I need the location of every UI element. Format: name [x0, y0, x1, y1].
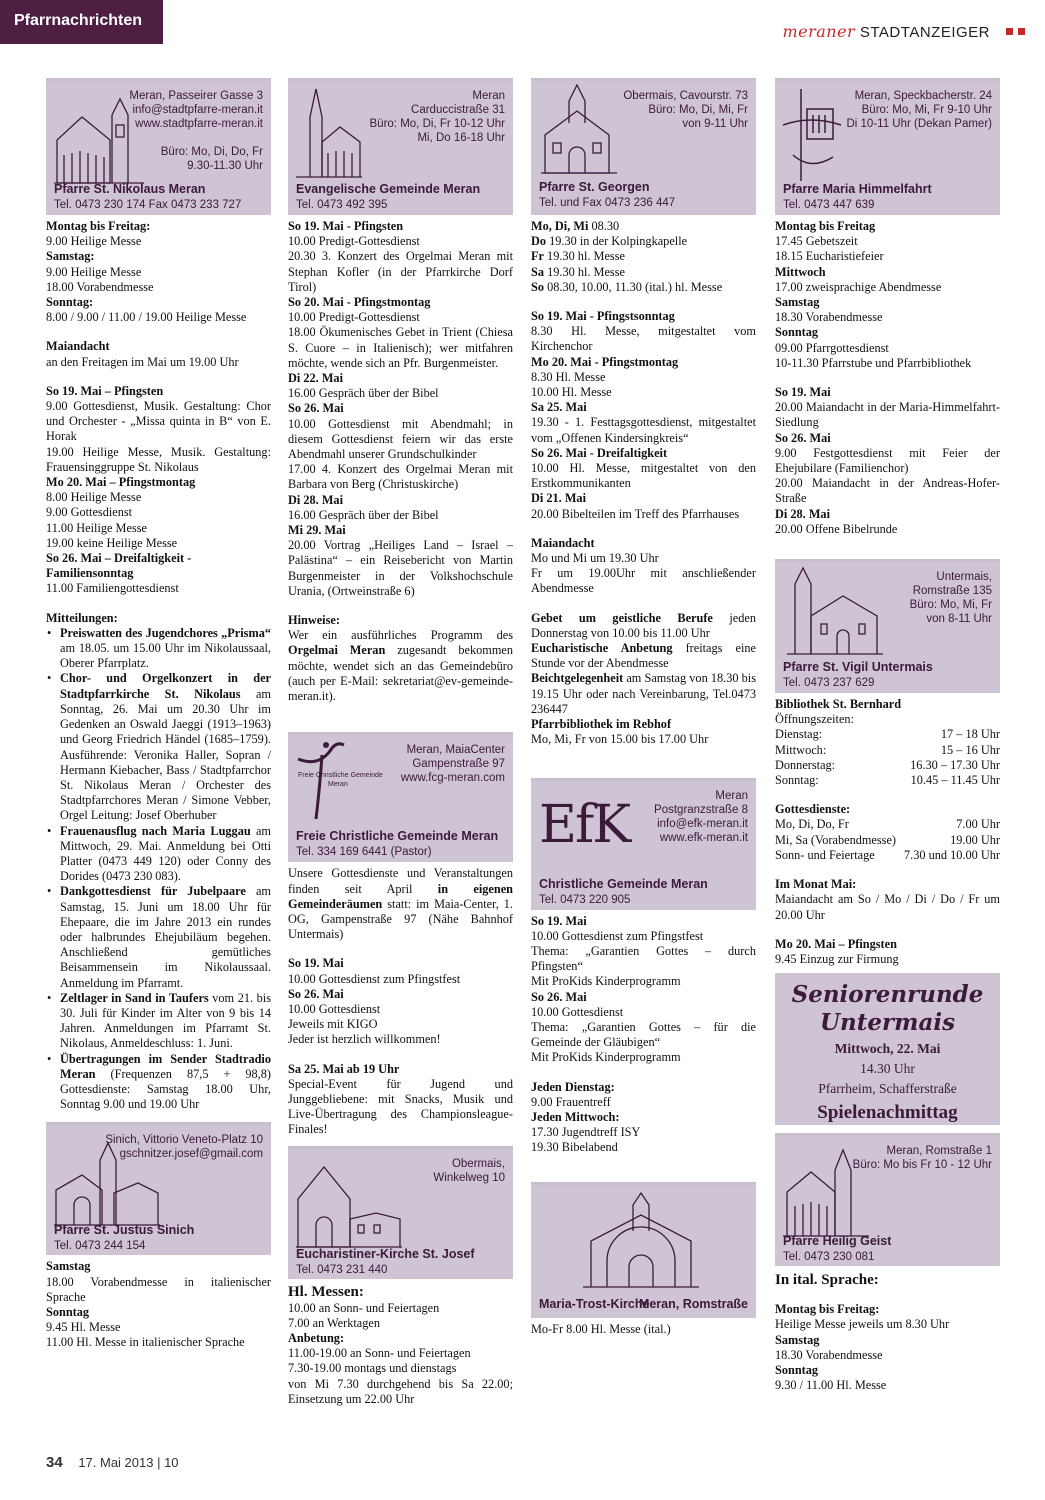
heading-line: So 20. Mai - Pfingstmontag — [288, 295, 431, 310]
heading-line: So 26. Mai — [288, 401, 344, 416]
parish-box-efk — [531, 778, 756, 910]
heading-line: Sonntag — [46, 1304, 90, 1319]
heading-line: So 19. Mai — [288, 956, 344, 971]
heading-line: So 19. Mai — [531, 913, 587, 928]
heading-line: Mittwoch — [775, 264, 826, 279]
address-line: Büro: Mo, Mi, Fr — [909, 599, 992, 612]
text-line: 9.45 Hl. Messe — [46, 1320, 121, 1335]
parish-tel: Tel. 0473 492 395 — [296, 199, 388, 211]
address-line: Romstraße 135 — [912, 585, 992, 598]
notice-item: • Übertragungen im Sender Stadtradio Meran (Frequenzen 87,5 + 98,8) Gottesdienste: Samstag 18.00 Uhr, Sonntag 9.00 und 19.00 Uhr — [46, 1052, 271, 1113]
schedule-text — [288, 956, 513, 1137]
church-mariatrost-icon — [581, 1191, 701, 1291]
bibliothek-hours: Mo, Mi, Fr von 15.00 bis 17.00 Uhr — [531, 732, 709, 747]
efk-logo: EfK — [539, 794, 630, 855]
text-line: an den Freitagen im Mai um 19.00 Uhr — [46, 354, 239, 369]
parish-box-heiliggeist — [775, 1133, 1000, 1266]
address-line: Büro: Mo bis Fr 10 - 12 Uhr — [852, 1159, 992, 1172]
text-line: Mo und Mi um 19.30 Uhr — [531, 551, 659, 566]
address-line: www.efk-meran.it — [659, 831, 748, 844]
page-footer — [46, 1454, 179, 1471]
parish-address — [401, 743, 505, 785]
address-line: gschnitzer.josef@gmail.com — [119, 1148, 263, 1161]
text-line: 11.00 Hl. Messe in italienischer Sprache — [46, 1335, 245, 1350]
column-3 — [531, 78, 756, 1337]
bibliothek-title: Bibliothek St. Bernhard — [775, 697, 902, 712]
parish-tel: Tel. 0473 231 440 — [296, 1263, 388, 1276]
spacer — [46, 370, 271, 384]
address-line: Büro: Mo, Mi, Fr 9-10 Uhr — [861, 104, 992, 116]
address-line: von 8-11 Uhr — [926, 613, 992, 626]
heading-line: Di 28. Mai — [775, 506, 830, 521]
parish-tel: Tel. 0473 237 629 — [783, 677, 875, 690]
hinweis-text: Wer ein ausführliches Programm des Orgelmai Meran zugesandt bekommen möchte, wendet sich an das Gemeindebüro (auch per E-Mail: sekretariat@ev-gemeinde-meran.it). — [288, 628, 513, 704]
heading-line: Di 28. Mai — [288, 492, 343, 507]
heading-line: Di 22. Mai — [288, 371, 343, 386]
address-line: Meran, Speckbacherstr. 24 — [854, 90, 992, 102]
info-row: Beichtgelegenheit am Samstag von 18.30 bis 19.15 Uhr oder nach Vereinbarung, Tel.0473 236447 — [531, 671, 756, 716]
parish-box-himmelfahrt — [775, 78, 1000, 215]
text-line: 18.00 Vorabendmesse — [46, 279, 154, 294]
text-line: 20.00 Maiandacht in der Andreas-Hofer-Straße — [775, 476, 1000, 506]
heading-line: Mo 20. Mai - Pfingstmontag — [531, 354, 679, 369]
schedule-text — [288, 1283, 513, 1407]
text-line: 17.45 Gebetszeit — [775, 234, 858, 249]
info-row: Eucharistische Anbetung freitags eine Stunde vor der Abendmesse — [531, 641, 756, 671]
text-line: Jeweils mit KIGO — [288, 1017, 378, 1032]
spacer — [775, 371, 1000, 385]
parish-name: Pfarre Heilig Geist — [783, 1234, 892, 1249]
parish-box-fcg — [288, 732, 513, 862]
text-line: 19.00 keine Heilige Messe — [46, 535, 178, 550]
text-line: 10.00 Gottesdienst zum Pfingstfest — [288, 971, 461, 986]
weekly-schedule — [531, 219, 756, 295]
text-line: 10.00 Gottesdienst mit Abendmahl; in diesem Gottesdienst feiern wir das erste Abendmahl unserer Grundschulkinder — [288, 416, 513, 462]
parish-box-evangelisch — [288, 78, 513, 215]
heading-line: Maiandacht — [46, 339, 110, 354]
address-line: Gampenstraße 97 — [412, 758, 505, 771]
parish-name: Pfarre St. Nikolaus Meran — [54, 182, 206, 196]
text-line: 09.00 Pfarrgottesdienst — [775, 340, 889, 355]
parish-name: Pfarre St. Georgen — [539, 180, 650, 194]
text-line: 19.30 Bibelabend — [531, 1140, 618, 1155]
text-line: 9.00 Gottesdienst, Musik. Gestaltung: Chor und Orchester - „Missa quinta in B“ von E. Horak — [46, 399, 271, 444]
address-line: Postgranzstraße 8 — [654, 803, 748, 816]
parish-tel: Tel. 0473 447 639 — [783, 199, 875, 211]
church-evangelisch-icon — [294, 87, 364, 179]
text-line: 19.30 - 1. Festtagsgottesdienst, mitgestaltet vom „Offenen Kindersingkreis“ — [531, 415, 756, 445]
address-line: Meran — [472, 90, 505, 102]
section-tab: Pfarrnachrichten — [0, 0, 163, 44]
heading-line: Mi 29. Mai — [288, 523, 346, 538]
address-line: Büro: Mo, Di, Fr 10-12 Uhr — [369, 118, 505, 130]
spacer — [531, 1066, 756, 1080]
spacer — [288, 599, 513, 613]
info-row: Gebet um geistliche Berufe jeden Donnerstag von 10.00 bis 11.00 Uhr — [531, 610, 756, 640]
parish-address — [654, 789, 748, 845]
notice-item: • Dankgottesdienst für Jubelpaare am Samstag, 15. Juni um 18.00 Uhr für Ehepaare, die im Jahre 2013 ein rundes oder halbrundes Ehejubiläum begehen. Anschließend gemütliches Beisammensein im Nikolaussaal. Anmeldung im Pfarramt. — [46, 884, 271, 990]
parish-address — [623, 89, 748, 131]
parish-tel: Tel. 0473 244 154 — [54, 1240, 146, 1253]
parish-box-vigil — [775, 559, 1000, 693]
heading-line: Samstag — [46, 1259, 91, 1274]
text-line: 8.30 Hl. Messe — [531, 369, 606, 384]
heading-line: Sa 25. Mai — [531, 400, 587, 415]
address-line: 9.30-11.30 Uhr — [187, 160, 263, 172]
spacer — [531, 522, 756, 536]
schedule-text — [775, 219, 1000, 537]
address-line: Meran — [715, 789, 748, 802]
parish-box-mariatrost — [531, 1182, 756, 1318]
schedule-text — [46, 1259, 271, 1350]
parish-place: Meran, Romstraße — [638, 1296, 748, 1311]
text-line: 9.00 Gottesdienst — [46, 505, 133, 520]
text-line: Fr um 19.00Uhr mit anschließender Abendmesse — [531, 566, 756, 596]
schedule-text — [531, 914, 756, 1156]
text-line: 10.00 Predigt-Gottesdienst — [288, 234, 420, 249]
address-line: Meran, MaiaCenter — [406, 744, 505, 757]
parish-tel: Tel. 334 169 6441 (Pastor) — [296, 846, 432, 859]
text-line: 16.00 Gespräch über der Bibel — [288, 507, 439, 522]
heading-line: Mo 20. Mai – Pfingstmontag — [46, 475, 196, 490]
parish-address — [129, 89, 263, 173]
text-line: 11.00 Familiengottesdienst — [46, 581, 179, 596]
address-line: Sinich, Vittorio Veneto-Platz 10 — [105, 1134, 263, 1147]
text-line: 20.00 Offene Bibelrunde — [775, 521, 898, 536]
spacer — [46, 325, 271, 339]
text-line: 19.00 Heilige Messe, Musik. Gestaltung: Frauensinggruppe St. Nikolaus — [46, 444, 271, 474]
address-line: Untermais, — [936, 571, 992, 584]
church-himmelfahrt-icon — [781, 85, 851, 185]
heading-line: So 26. Mai — [288, 986, 344, 1001]
heading-line: So 19. Mai – Pfingsten — [46, 383, 164, 398]
heading-line: So 26. Mai — [775, 430, 831, 445]
text-line: 17.30 Jugendtreff ISY — [531, 1125, 641, 1140]
parish-name: Eucharistiner-Kirche St. Josef — [296, 1246, 475, 1261]
parish-name: Maria-Trost-Kirche — [539, 1296, 650, 1311]
address-line: Meran, Passeirer Gasse 3 — [129, 90, 263, 102]
parish-name: Christliche Gemeinde Meran — [539, 876, 708, 891]
text-line: von Mi 7.30 durchgehend bis Sa 22.00; Einsetzung um 22.00 Uhr — [288, 1376, 513, 1406]
senioren-announcement — [775, 973, 1000, 1125]
masthead-square-icon — [1018, 28, 1025, 35]
address-line: Obermais, Cavourstr. 73 — [623, 90, 748, 102]
parish-address — [853, 1144, 992, 1172]
text-line: 18.00 Ökumenisches Gebet in Trient (Chiesa S. Cuore – in Italienisch); wer mitfahren möchte, wende sich an Pfr. Burgenmeister. — [288, 325, 513, 370]
schedule-text — [531, 295, 756, 611]
heading-line: So 19. Mai — [775, 385, 831, 400]
heading-line: So 19. Mai - Pfingstsonntag — [531, 309, 675, 324]
column-4 — [775, 78, 1000, 1393]
schedule-row: Do 19.30 in der Kolpingkapelle — [531, 234, 688, 249]
senior-title: Seniorenrunde — [791, 981, 984, 1009]
hours-row: Sonntag: 10.45 – 11.45 Uhr — [775, 773, 1000, 788]
heading-line: Hl. Messen: — [288, 1283, 364, 1300]
text-line: 10.00 Gottesdienst — [531, 1004, 624, 1019]
parish-box-nikolaus — [46, 78, 271, 215]
notice-item: • Zeltlager in Sand in Taufers vom 21. bis 30. Juli für Kinder im Alter von 9 bis 14 Jahren. Anmeldungen im Pfarramt St. Nikolaus, Anmeldeschluss: 1. Juni. — [46, 991, 271, 1052]
text-line: Thema: „Garantien Gottes – durch Pfingsten“ — [531, 943, 756, 974]
hours-row: Dienstag: 17 – 18 Uhr — [775, 727, 1000, 742]
parish-name: Pfarre St. Vigil Untermais — [783, 660, 933, 675]
schedule-text — [775, 1302, 1000, 1393]
text-line: 17.00 4. Konzert des Orgelmai Meran mit Barbara von Berg (Christuskirche) — [288, 462, 513, 492]
text-line: 7.30-19.00 montags und dienstags — [288, 1361, 457, 1376]
page-number: 34 — [46, 1454, 63, 1471]
monat-mai-title: Im Monat Mai: — [775, 877, 857, 892]
text-line: 10.00 an Sonn- und Feiertagen — [288, 1300, 440, 1315]
address-line: von 9-11 Uhr — [682, 118, 748, 130]
address-line: www.fcg-meran.com — [400, 772, 505, 785]
address-line: Di 10-11 Uhr (Dekan Pamer) — [846, 118, 992, 130]
text-line: 20.00 Bibelteilen im Treff des Pfarrhauses — [531, 506, 740, 521]
text-line: 10.00 Hl. Messe, mitgestaltet von den Erstkommunikanten — [531, 461, 756, 491]
notice-item: • Chor- und Orgelkonzert in der Stadtpfarrkirche St. Nikolaus am Sonntag, 26. Mai um 20.30 Uhr im Gedenken an Oswald Jaeggi (1913–1963) und Georg Friedrich Händel (1685–1759). Ausführende: Veronika Haller, Sopran / Hermann Kiebacher, Bass / Stadtpfarrchor St. Nikolaus Meran / Orchester des Stadtpfarrchores Meran / Simone Vebber, Orgel Leitung: Josef Oberhuber — [46, 671, 271, 823]
text-line: 8.00 Heilige Messe — [46, 490, 142, 505]
parish-name: Evangelische Gemeinde Meran — [296, 182, 481, 196]
spacer — [531, 295, 756, 309]
parish-address — [433, 1157, 505, 1185]
text-line: 18.30 Vorabendmesse — [775, 310, 883, 325]
info-text — [531, 611, 756, 733]
pfingsten-text: 9.45 Einzug zur Firmung — [775, 951, 899, 966]
issue-date: 17. Mai 2013 | 10 — [78, 1455, 179, 1470]
info-row: Pfarrbibliothek im Rebhof — [531, 717, 672, 732]
text-line: Mit ProKids Kinderprogramm — [531, 1050, 681, 1065]
parish-tel: Tel. 0473 230 174 Fax 0473 233 727 — [54, 199, 242, 211]
heading-line: Jeden Dienstag: — [531, 1079, 615, 1094]
church-vigil-icon — [785, 566, 885, 658]
heading-line: Mitteilungen: — [46, 610, 118, 625]
hours-row: Mittwoch: 15 – 16 Uhr — [775, 742, 1000, 757]
address-line: info@stadtpfarre-meran.it — [132, 104, 263, 116]
text-line: Jeder ist herzlich willkommen! — [288, 1032, 441, 1047]
spacer — [46, 597, 271, 611]
notice-item: • Preiswatten des Jugendchores „Prisma“ am 18.05. um 15.00 Uhr im Nikolaussaal, Oberer Pfarrplatz. — [46, 626, 271, 672]
heading-line: Montag bis Freitag: — [775, 1302, 880, 1317]
address-line — [129, 131, 263, 145]
monat-mai-text: Maiandacht am So / Mo / Di / Do / Fr um 20.00 Uhr — [775, 892, 1000, 922]
parish-box-justus — [46, 1122, 271, 1255]
senior-event: Spielenachmittag — [817, 1102, 958, 1124]
address-line: info@efk-meran.it — [657, 817, 748, 830]
address-line: Obermais, — [451, 1157, 505, 1170]
address-line: Büro: Mo, Di, Do, Fr — [160, 146, 263, 158]
spacer — [288, 1048, 513, 1062]
text-line: Special-Event für Jugend und Junggebliebene: mit Snacks, Musik und Live-Übertragung des Championsleague-Finales! — [288, 1076, 513, 1137]
schedule-row: Mo, Di, Mi 08.30 — [531, 219, 620, 233]
hours-row: Sonn- und Feiertage 7.30 und 10.00 Uhr — [775, 847, 1000, 862]
parish-tel: Tel. und Fax 0473 236 447 — [539, 197, 676, 209]
masthead — [782, 22, 990, 41]
schedule-row: Fr 19.30 hl. Messe — [531, 249, 625, 264]
schedule-text — [288, 219, 513, 628]
spacer — [531, 597, 756, 611]
text-line: 9.00 Festgottesdienst mit Feier der Ehejubilare (Familienchor) — [775, 445, 1000, 476]
masthead-square-icon — [1006, 28, 1013, 35]
ital-title: In ital. Sprache: — [775, 1272, 879, 1289]
text-line: Heilige Messe jeweils um 8.30 Uhr — [775, 1317, 950, 1332]
senior-place: Pfarrheim, Schafferstraße — [818, 1081, 957, 1097]
heading-line: Samstag — [775, 1332, 820, 1347]
text-line: 9.00 Heilige Messe — [46, 264, 142, 279]
heading-line: So 19. Mai - Pfingsten — [288, 219, 404, 233]
address-line: Mi, Do 16-18 Uhr — [417, 132, 505, 144]
text-line: 8.30 Hl. Messe, mitgestaltet vom Kirchenchor — [531, 324, 756, 354]
heading-line: Jeden Mittwoch: — [531, 1109, 620, 1124]
text-line: 20.00 Vortrag „Heiliges Land – Israel – Palästina“ – ein Reisebericht von Martin Burgenmeister in der Volkshochschule Urania, (Ortweinstraße 6) — [288, 538, 513, 598]
address-line: www.stadtpfarre-meran.it — [135, 118, 263, 130]
heading-line: Sonntag — [775, 325, 819, 340]
column-2 — [288, 78, 513, 1407]
text-line: 9.00 Frauentreff — [531, 1094, 611, 1109]
address-line: Büro: Mo, Di, Mi, Fr — [648, 104, 748, 116]
senior-time: 14.30 Uhr — [860, 1061, 915, 1077]
schedule-row: So 08.30, 10.00, 11.30 (ital.) hl. Messe — [531, 279, 723, 294]
text-line: 17.00 zweisprachige Abendmesse — [775, 279, 942, 294]
parish-address — [910, 570, 992, 626]
church-josef-icon — [294, 1159, 404, 1251]
notice-item: • Frauenausflug nach Maria Luggau am Mittwoch, 29. Mai. Anmeldung bei Otti Platter (0473 449 120) oder Conny des Dorides (0473 230 083). — [46, 824, 271, 885]
text-line: 20.30 3. Konzert des Orgelmai Meran mit Stephan Kofler (in der Pfarrkirche Dorf Tirol) — [288, 249, 513, 294]
hours-row: Donnerstag: 16.30 – 17.30 Uhr — [775, 757, 1000, 772]
address-line: Carduccistraße 31 — [411, 104, 505, 116]
parish-box-georgen — [531, 78, 756, 215]
text-line: 8.00 / 9.00 / 11.00 / 19.00 Heilige Messe — [46, 310, 247, 325]
text-line: 18.15 Eucharistiefeier — [775, 249, 884, 264]
column-1 — [46, 78, 271, 1351]
text-line: 10.00 Gottesdienst — [288, 1001, 381, 1016]
text-line: 10.00 Hl. Messe — [531, 385, 612, 400]
parish-name: Freie Christliche Gemeinde Meran — [296, 829, 499, 844]
text-line: 20.00 Maiandacht in der Maria-Himmelfahrt-Siedlung — [775, 400, 1000, 430]
gottesdienste-title: Gottesdienste: — [775, 802, 851, 817]
fcg-intro: Unsere Gottesdienste und Veranstaltungen finden seit April in eigenen Gemeinderäumen statt: im Maia-Center, 1. OG, Gampenstraße 97 (Nähe Bahnhof Untermais) — [288, 866, 513, 942]
text-line: 11.00-19.00 an Sonn- und Feiertagen — [288, 1346, 471, 1361]
parish-tel: Tel. 0473 230 081 — [783, 1251, 875, 1264]
heading-line: Montag bis Freitag: — [46, 219, 151, 233]
pfingsten-title: Mo 20. Mai – Pfingsten — [775, 936, 897, 951]
heading-line: Hinweise: — [288, 613, 340, 628]
address-line: Winkelweg 10 — [433, 1171, 505, 1184]
heading-line: Samstag: — [46, 249, 95, 264]
masthead-title: STADTANZEIGER — [859, 24, 990, 41]
heading-line: Sonntag — [775, 1362, 819, 1377]
hours-row: Mo, Di, Do, Fr 7.00 Uhr — [775, 817, 1000, 832]
text-line: 11.00 Heilige Messe — [46, 520, 147, 535]
senior-date: Mittwoch, 22. Mai — [834, 1041, 941, 1057]
heading-line: Sonntag: — [46, 295, 94, 310]
text-line: Mit ProKids Kinderprogramm — [531, 974, 681, 989]
hours-row: Mi, Sa (Vorabendmesse) 19.00 Uhr — [775, 832, 1000, 847]
heading-line: So 26. Mai — [531, 989, 587, 1004]
heading-line: Montag bis Freitag — [775, 219, 876, 233]
text-line: 18.00 Vorabendmesse in italienischer Sprache — [46, 1274, 271, 1304]
heading-line: Anbetung: — [288, 1330, 345, 1345]
parish-address — [370, 89, 505, 145]
bibliothek-subtitle: Öffnungszeiten: — [775, 712, 854, 727]
heading-line: Maiandacht — [531, 535, 595, 550]
notice-list — [46, 626, 271, 1113]
text-line: Thema: „Garantien Gottes – für die Gemeinde der Gläubigen“ — [531, 1019, 756, 1050]
heading-line: So 26. Mai - Dreifaltigkeit — [531, 445, 668, 460]
heading-line: Sa 25. Mai ab 19 Uhr — [288, 1061, 400, 1076]
parish-address — [105, 1133, 263, 1161]
text-line: 16.00 Gespräch über der Bibel — [288, 386, 439, 401]
senior-title-2: Untermais — [819, 1009, 956, 1037]
schedule-text — [531, 1322, 756, 1337]
heading-line: Di 21. Mai — [531, 491, 586, 506]
church-georgen-icon — [539, 83, 619, 175]
text-line: 9.00 Heilige Messe — [46, 234, 142, 249]
text-line: 10.00 Predigt-Gottesdienst — [288, 310, 420, 325]
text-line: Mo-Fr 8.00 Hl. Messe (ital.) — [531, 1321, 671, 1336]
parish-name: Pfarre Maria Himmelfahrt — [783, 182, 932, 196]
bibliothek-section — [775, 697, 1000, 967]
address-line: Meran, Romstraße 1 — [886, 1145, 992, 1158]
schedule-row: Sa 19.30 hl. Messe — [531, 264, 625, 279]
text-line: 10.00 Gottesdienst zum Pfingstfest — [531, 928, 704, 943]
masthead-brand: meraner — [782, 22, 856, 41]
schedule-text — [46, 219, 271, 626]
text-line: 9.30 / 11.00 Hl. Messe — [775, 1378, 887, 1393]
parish-tel: Tel. 0473 220 905 — [539, 893, 631, 906]
heading-line: So 26. Mai – Dreifaltigkeit - Familiensonntag — [46, 551, 192, 581]
parish-address — [846, 89, 992, 131]
text-line: 18.30 Vorabendmesse — [775, 1347, 883, 1362]
text-line: 7.00 an Werktagen — [288, 1315, 381, 1330]
parish-name: Pfarre St. Justus Sinich — [54, 1223, 195, 1238]
heading-line: Samstag — [775, 295, 820, 310]
parish-box-josef — [288, 1146, 513, 1279]
text-line: 10-11.30 Pfarrstube und Pfarrbibliothek — [775, 355, 972, 370]
fcg-logo-text: Freie Christliche Gemeinde Meran — [298, 772, 383, 789]
